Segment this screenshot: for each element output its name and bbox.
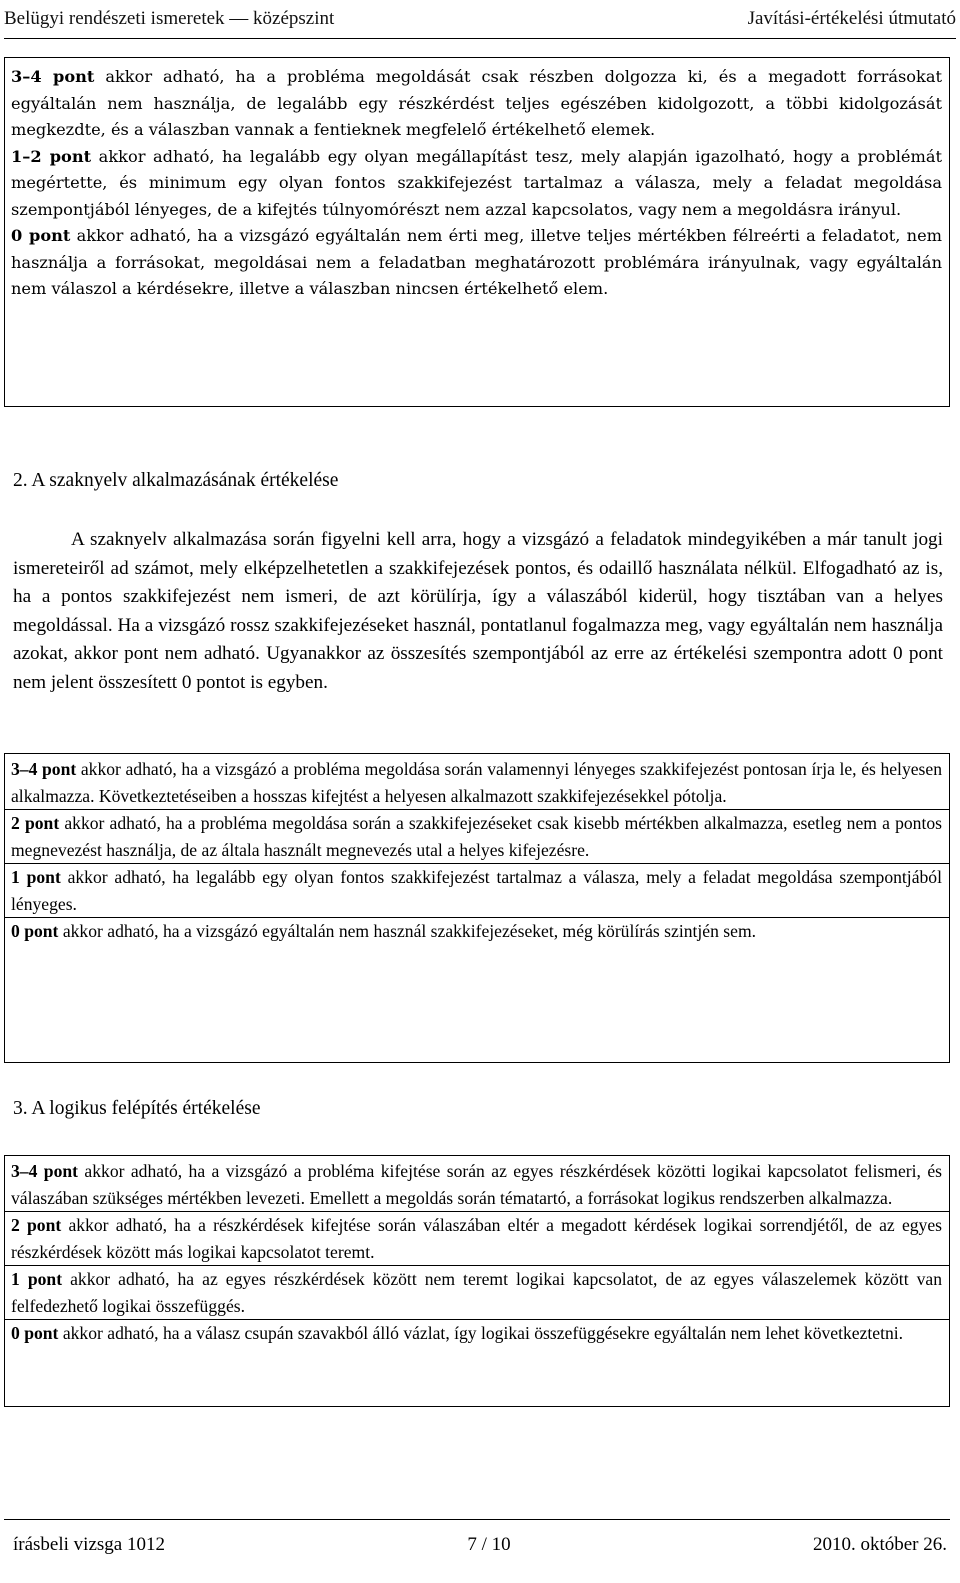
criterion-2 [5, 1212, 949, 1266]
criterion-score: 3–4 pont [11, 1161, 79, 1181]
criterion-0 [5, 1320, 949, 1347]
criterion-text: akkor adható, ha a probléma megoldása során a szakkifejezéseket csak kisebb mértékben alkalmazza, esetleg nem a pontos megnevezést használja, de az általa használt megnevezés utal a helyes kifejezésre. [11, 813, 943, 860]
criterion-text: akkor adható, ha az egyes részkérdések között nem teremt logikai kapcsolatot, de az egyes válaszelemek között van felfedezhető logikai összefüggés. [11, 1269, 943, 1316]
criterion-3-4 [5, 756, 949, 810]
criterion-score: 1 pont [11, 1269, 63, 1289]
criterion-score: 2 pont [11, 1215, 62, 1235]
criterion-text: akkor adható, ha legalább egy olyan megállapítást tesz, mely alapján igazolható, hogy a problémát megértette, és minimum egy olyan fontos szakkifejezést tartalmaz a válasza, mely a feladat megoldása szempontjából lényeges, de a kifejtés túlnyomórészt nem azzal kapcsolatos, vagy nem a megoldásra irányul. [11, 146, 942, 219]
criterion-text: akkor adható, ha a részkérdések kifejtése során válaszában eltér a megadott kérdések logikai sorrendjétől, de az egyes részkérdések között más logikai kapcsolatot teremt. [11, 1215, 943, 1262]
criterion-text: akkor adható, ha legalább egy olyan fontos szakkifejezést tartalmaz a válasza, mely a feladat megoldása szempontjából lényeges. [11, 867, 942, 914]
criterion-1 [5, 1266, 949, 1320]
criteria-box-1 [4, 57, 950, 407]
footer-rule [4, 1519, 950, 1520]
page-number: 7 / 10 [467, 1534, 511, 1555]
section-2-intro [13, 526, 943, 698]
criterion-score: 1 pont [11, 867, 61, 887]
criterion-score: 3–4 pont [11, 67, 95, 86]
page-footer [13, 1534, 947, 1556]
criteria-box-3 [4, 1155, 950, 1407]
criterion-3-4 [5, 1158, 949, 1212]
criterion-score: 1–2 pont [11, 146, 92, 166]
section-2-intro-text: A szaknyelv alkalmazása során figyelni kell arra, hogy a vizsgázó a feladatok mindegyikében a már tanult jogi ismereteiről ad számot, mely elképzelhetetlen a szakkifejezések pontos, és odaillő használata nélkül. Elfogadható az is, ha a pontos szakkifejezést nem ismeri, de azt körülírja, így a válaszából kiderül, hogy tisztában van a helyes megoldással. Ha a vizsgázó rossz szakkifejezéseket használ, pontatlanul fogalmazza meg, vagy egyáltalán nem használja azokat, akkor pont nem adható. Ugyanakkor az összesítés szempontjából az erre az értékelési szempontra adott 0 pont nem jelent összesített 0 pontot is egyben. [13, 529, 943, 693]
section-3-title: 3. A logikus felépítés értékelése [13, 1098, 261, 1119]
criterion-score: 0 pont [11, 1323, 59, 1343]
criterion-0 [5, 918, 949, 945]
criterion-text: akkor adható, ha a vizsgázó a probléma kifejtése során az egyes részkérdések közötti logikai kapcsolatot felismeri, és válaszában szükséges mértékben levezeti. Emellett a megoldás során tématartó, a forrásokat logikus rendszerben alkalmazza. [11, 1161, 942, 1208]
criterion-text: akkor adható, ha a válasz csupán szavakból álló vázlat, így logikai összefüggésekre egyáltalán nem lehet következtetni. [58, 1323, 904, 1343]
criterion-score: 0 pont [11, 226, 71, 245]
criterion-2 [5, 810, 949, 864]
page-header [4, 0, 956, 38]
criterion-score: 3–4 pont [11, 759, 77, 779]
criterion-text: akkor adható, ha a vizsgázó egyáltalán nem érti meg, illetve teljes mértékben félreérti a feladatot, nem használja a forrásokat, megoldásai nem a feladatban meghatározott problémára irányulnak, vagy egyáltalán nem válaszol a kérdésekre, illetve a válaszban nincsen értékelhető elem. [11, 226, 942, 298]
criterion-text: akkor adható, ha a vizsgázó a probléma megoldása során valamennyi lényeges szakkifejezést pontosan írja le, és helyesen alkalmazza. Következtetéseiben a hosszas kifejtést a helyesen alkalmazott szakkifejezésekkel pótolja. [11, 759, 943, 806]
criterion-score: 2 pont [11, 813, 60, 833]
criterion-1-2 [5, 144, 949, 224]
header-left: Belügyi rendészeti ismeretek — középszint [4, 8, 335, 29]
footer-right: 2010. október 26. [812, 1534, 947, 1555]
section-2-title: 2. A szaknyelv alkalmazásának értékelése [13, 470, 339, 491]
criterion-score: 0 pont [11, 921, 59, 941]
header-rule [4, 38, 956, 39]
criterion-0 [5, 223, 949, 303]
criterion-3-4 [5, 64, 949, 144]
criterion-text: akkor adható, ha a probléma megoldását csak részben dolgozza ki, és a megadott forrásokat egyáltalán nem használja, de legalább egy részkérdést teljes egészében kidolgozott, a többi kidolgozását megkezdte, és a válaszban vannak a fentieknek megfelelő értékelhető elemek. [11, 67, 942, 139]
criterion-text: akkor adható, ha a vizsgázó egyáltalán nem használ szakkifejezéseket, még körülírás szintjén sem. [58, 921, 757, 941]
criteria-box-2 [4, 753, 950, 1063]
footer-left: írásbeli vizsga 1012 [13, 1534, 165, 1555]
criterion-1 [5, 864, 949, 918]
header-right: Javítási-értékelési útmutató [747, 8, 956, 29]
